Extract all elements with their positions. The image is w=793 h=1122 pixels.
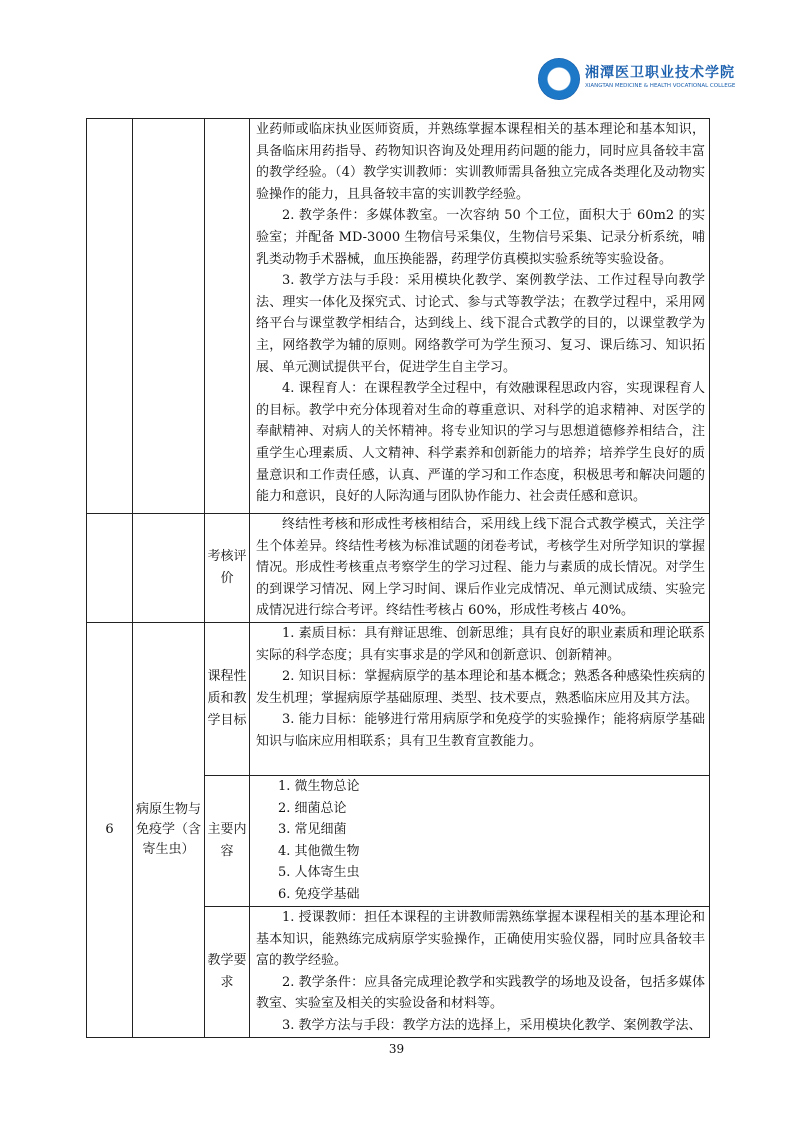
table-row [87, 514, 710, 623]
content-list [250, 776, 710, 907]
label-cell-continued [205, 119, 250, 514]
course-name: 病原生物与免疫学（含寄生虫） [133, 623, 205, 1038]
assessment-label: 考核评价 [205, 514, 250, 623]
paragraph: 终结性考核和形成性考核相结合，采用线上线下混合式教学模式，关注学生个体差异。终结性考核为标准试题的闭卷考试，考核学生对所学知识的掌握情况。形成性考核重点考察学生的学习过程、能力与素质的成长情况。对学生的到课学习情况、网上学习时间、课后作业完成情况、单元测试成绩、实验完成情况进行综合考评。终结性考核占 60%，形成性考核占 40%。 [256, 517, 705, 619]
teaching-requirements-continued [250, 119, 710, 514]
table-row [87, 119, 710, 514]
list-item: 4. 其他微生物 [278, 843, 360, 859]
list-item: 2. 细菌总论 [278, 800, 347, 816]
teaching-label: 教学要求 [205, 907, 250, 1038]
college-logo [538, 58, 736, 102]
paragraph: 2. 知识目标：掌握病原学的基本理论和基本概念；熟悉各种感染性疾病的发生机理；掌握病原学基础原理、类型、技术要点，熟悉临床应用及其方法。 [256, 669, 705, 706]
objectives-content [250, 623, 710, 776]
course-number: 6 [87, 623, 133, 1038]
objectives-label: 课程性质和教学目标 [205, 623, 250, 776]
college-emblem-icon [538, 58, 580, 100]
curriculum-table [86, 118, 710, 1038]
list-item: 3. 常见细菌 [278, 822, 347, 838]
teaching-content [250, 907, 710, 1038]
logo-chinese-name: 湘潭医卫职业技术学院 [585, 65, 735, 81]
paragraph: 1. 授课教师：担任本课程的主讲教师需熟练掌握本课程相关的基本理论和基本知识，能熟练完成病原学实验操作，正确使用实验仪器，同时应具备较丰富的教学经验。 [256, 910, 705, 969]
content-label: 主要内容 [205, 776, 250, 907]
paragraph: 2. 教学条件：应具备完成理论教学和实践教学的场地及设备，包括多媒体教室、实验室及相关的实验设备和材料等。 [256, 974, 705, 1012]
paragraph: 业药师或临床执业医师资质，并熟练掌握本课程相关的基本理论和基本知识，具备临床用药指导、药物知识咨询及处理用药问题的能力，同时应具备较丰富的教学经验。（4）教学实训教师：实训教师需具备独立完成各类理化及动物实验操作的能力，且具备较丰富的实训教学经验。 [256, 122, 705, 202]
list-item: 1. 微生物总论 [278, 779, 360, 794]
paragraph: 1. 素质目标：具有辩证思维、创新思维；具有良好的职业素质和理论联系实际的科学态度；具有实事求是的学风和创新意识、创新精神。 [256, 626, 705, 663]
number-cell-continued [87, 514, 133, 623]
number-cell-continued [87, 119, 133, 514]
table-row [87, 623, 710, 776]
page-number: 39 [388, 1042, 405, 1056]
list-item: 6. 免疫学基础 [278, 886, 360, 902]
logo-english-name: XIANGTAN MEDICINE & HEALTH VOCATIONAL COLLEGE [585, 83, 736, 89]
assessment-content [250, 514, 710, 623]
list-item: 5. 人体寄生虫 [278, 865, 360, 881]
paragraph: 2. 教学条件：多媒体教室。一次容纳 50 个工位，面积大于 60m2 的实验室；并配备 MD-3000 生物信号采集仪，生物信号采集、记录分析系统，哺乳类动物手术器械，血压换能器，药理学仿真模拟实验系统等实验设备。 [256, 208, 705, 267]
course-name-cell-continued [133, 119, 205, 514]
paragraph: 4. 课程育人：在课程教学全过程中，有效融课程思政内容，实现课程育人的目标。教学中充分体现着对生命的尊重意识、对科学的追求精神、对医学的奉献精神、对病人的关怀精神。将专业知识的学习与思想道德修养相结合，注重学生心理素质、人文精神、科学素养和创新能力的培养；培养学生良好的质量意识和工作责任感，认真、严谨的学习和工作态度，积极思考和解决问题的能力和意识，良好的人际沟通与团队协作能力、社会责任感和意识。 [256, 381, 705, 505]
paragraph: 3. 能力目标：能够进行常用病原学和免疫学的实验操作；能将病原学基础知识与临床应用相联系；具有卫生教育宣教能力。 [256, 712, 705, 749]
course-name-cell-continued [133, 514, 205, 623]
paragraph: 3. 教学方法与手段：教学方法的选择上，采用模块化教学、案例教学法、 [282, 1017, 702, 1033]
paragraph: 3. 教学方法与手段：采用模块化教学、案例教学法、工作过程导向教学法、理实一体化及探究式、讨论式、参与式等教学法；在教学过程中，采用网络平台与课堂教学相结合，达到线上、线下混合式教学的目的，以课堂教学为主，网络教学为辅的原则。网络教学可为学生预习、复习、课后练习、知识拓展、单元测试提供平台，促进学生自主学习。 [256, 273, 705, 375]
